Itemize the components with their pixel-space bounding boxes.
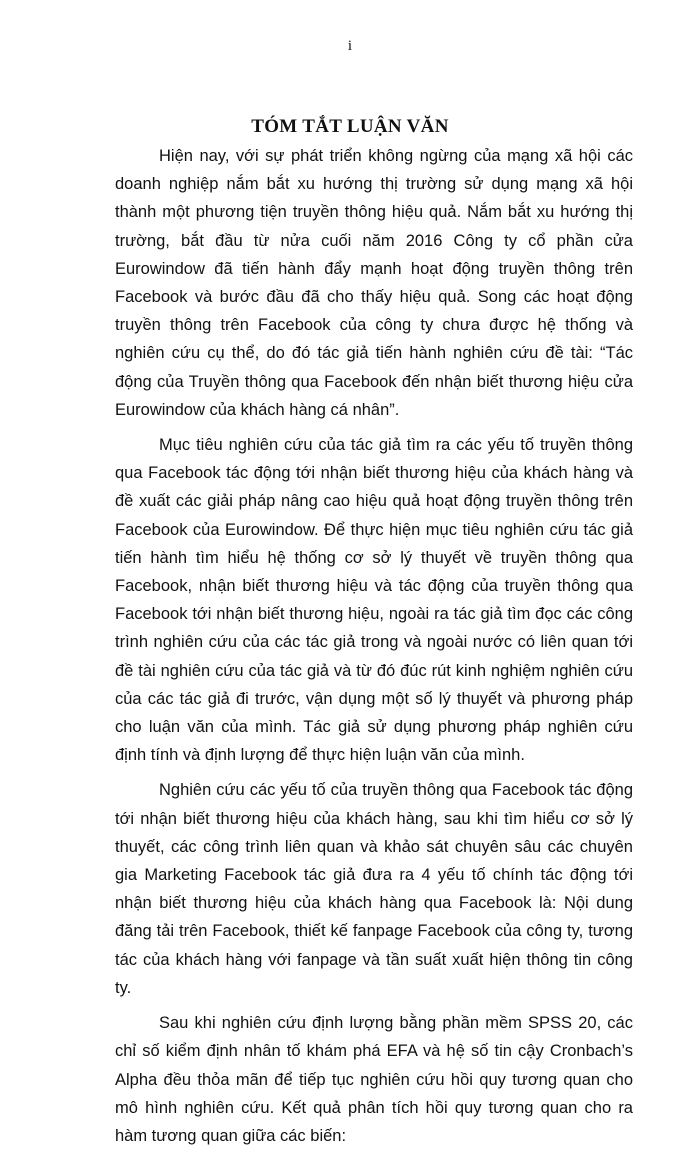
paragraph-intro: Hiện nay, với sự phát triển không ngừng của mạng xã hội các doanh nghiệp nắm bắt xu hướng thị trường sử dụng mạng xã hội thành một phương tiện truyền thông hiệu quả. Nắm bắt xu hướng thị trường, bắt đầu từ nửa cuối năm 2016 Công ty cổ phần cửa Eurowindow đã tiến hành đẩy mạnh hoạt động truyền thông trên Facebook và bước đầu đã cho thấy hiệu quả. Song các hoạt động truyền thông trên Facebook của công ty chưa được hệ thống và nghiên cứu cụ thể, do đó tác giả tiến hành nghiên cứu đề tài: “Tác động của Truyền thông qua Facebook đến nhận biết thương hiệu cửa Eurowindow của khách hàng cá nhân”. bbox=[115, 147, 633, 419]
paragraph-factors: Nghiên cứu các yếu tố của truyền thông qua Facebook tác động tới nhận biết thương hiệu của khách hàng, sau khi tìm hiểu cơ sở lý thuyết, các công trình liên quan và khảo sát chuyên sâu các chuyên gia Marketing Facebook tác giả đưa ra 4 yếu tố chính tác động tới nhận biết thương hiệu của khách hàng qua Facebook là: Nội dung đăng tải trên Facebook, thiết kế fanpage Facebook của công ty, tương tác của khách hàng với fanpage và tần suất xuất hiện thông tin công ty. bbox=[115, 781, 633, 997]
paragraph-results: Sau khi nghiên cứu định lượng bằng phần mềm SPSS 20, các chỉ số kiểm định nhân tố khám phá EFA và hệ số tin cậy Cronbach’s Alpha đều thỏa mãn để tiếp tục nghiên cứu hồi quy tương quan cho mô hình nghiên cứu. Kết quả phân tích hồi quy tương quan cho ra hàm tương quan giữa các biến: bbox=[115, 1014, 633, 1145]
page-title: TÓM TẮT LUẬN VĂN bbox=[251, 116, 449, 137]
page-number: i bbox=[347, 38, 353, 54]
paragraph-objectives: Mục tiêu nghiên cứu của tác giả tìm ra các yếu tố truyền thông qua Facebook tác động tới nhận biết thương hiệu của khách hàng và đề xuất các giải pháp nâng cao hiệu quả hoạt động truyền thông trên Facebook của Eurowindow. Để thực hiện mục tiêu nghiên cứu tác giả tiến hành tìm hiểu hệ thống cơ sở lý thuyết về truyền thông qua Facebook, nhận biết thương hiệu và tác động của truyền thông qua Facebook tới nhận biết thương hiệu, ngoài ra tác giả tìm đọc các công trình nghiên cứu của các tác giả trong và ngoài nước có liên quan tới đề tài nghiên cứu của tác giả và từ đó đúc rút kinh nghiệm nghiên cứu của các tác giả đi trước, vận dụng một số lý thuyết và phương pháp cho luận văn của mình. Tác giả sử dụng phương pháp nghiên cứu định tính và định lượng để thực hiện luận văn của mình. bbox=[115, 436, 633, 765]
abstract-body bbox=[115, 142, 633, 1157]
